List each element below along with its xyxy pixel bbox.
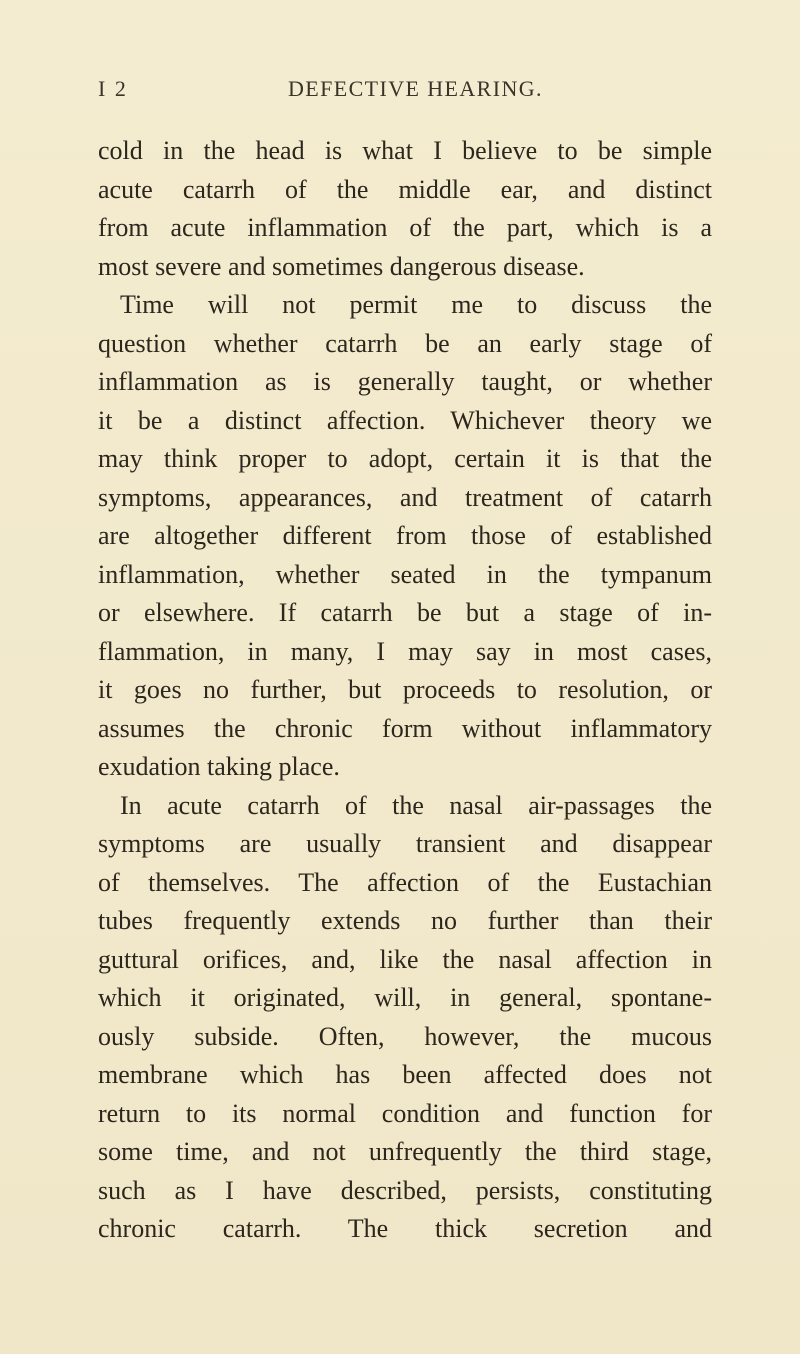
text-line: or elsewhere. If catarrh be but a stage of in- [98, 598, 712, 627]
text-line: membrane which has been affected does not [98, 1060, 712, 1089]
text-line: question whether catarrh be an early stage of [98, 328, 712, 358]
text-line: it goes no further, but proceeds to resolution, or [98, 675, 712, 704]
text-line: some time, and not unfrequently the third stage, [98, 1137, 712, 1166]
text-line: In acute catarrh of the nasal air-passages the [120, 790, 712, 820]
text-line: flammation, in many, I may say in most cases, [98, 636, 712, 666]
text-line: ously subside. Often, however, the mucous [98, 1021, 712, 1051]
text-line: acute catarrh of the middle ear, and distinct [98, 174, 712, 204]
text-line: cold in the head is what I believe to be simple [98, 136, 712, 165]
text-line: Time will not permit me to discuss the [120, 290, 712, 319]
text-line: it be a distinct affection. Whichever theory we [98, 405, 712, 435]
running-title: DEFECTIVE HEARING. [288, 76, 543, 101]
body-text [98, 132, 712, 1249]
text-line: may think proper to adopt, certain it is that the [98, 444, 712, 473]
text-line: are altogether different from those of established [98, 521, 712, 550]
text-line: such as I have described, persists, constituting [98, 1175, 712, 1205]
text-line: exudation taking place. [98, 752, 340, 781]
text-line: return to its normal condition and function for [98, 1098, 712, 1128]
text-line: chronic catarrh. The thick secretion and [98, 1214, 712, 1243]
text-line: tubes frequently extends no further than their [98, 906, 712, 935]
text-line: of themselves. The affection of the Eustachian [98, 867, 712, 897]
running-head [98, 76, 710, 110]
text-line: inflammation as is generally taught, or whether [98, 367, 712, 396]
text-line: inflammation, whether seated in the tympanum [98, 559, 712, 589]
text-line: symptoms, appearances, and treatment of catarrh [98, 482, 712, 512]
page-number: I 2 [98, 76, 128, 101]
text-line: most severe and sometimes dangerous disease. [98, 251, 585, 281]
text-line: assumes the chronic form without inflammatory [98, 713, 712, 743]
text-line: from acute inflammation of the part, which is a [98, 213, 712, 242]
text-line: guttural orifices, and, like the nasal affection in [98, 944, 712, 974]
text-line: which it originated, will, in general, spontane- [98, 983, 712, 1012]
text-line: symptoms are usually transient and disappear [98, 829, 712, 858]
